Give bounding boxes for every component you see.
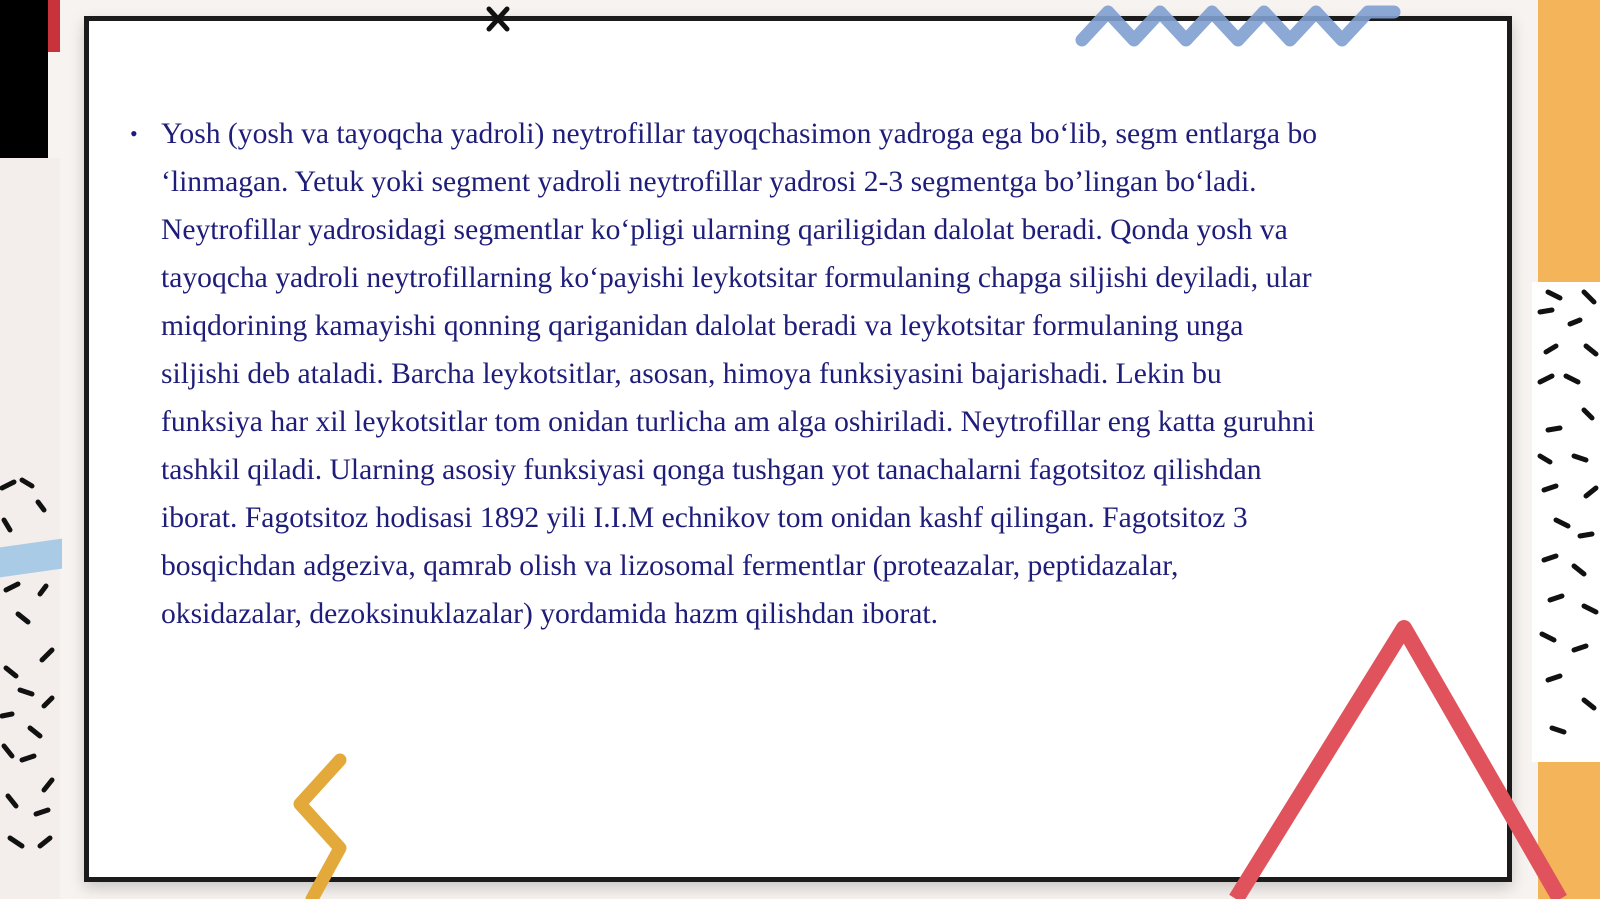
gold-zigzag-decoration [300,760,340,899]
text-body [124,110,1484,638]
x-mark-decoration [489,9,507,29]
bullet-marker: • [130,121,138,146]
bullet-item [124,110,1484,638]
bullet-text: Yosh (yosh va tayoqcha yadroli) neytrofillar tayoqchasimon yadroga ega bo‘lib, segm entlarga bo ‘linmagan. Yetuk yoki segment yadroli neytrofillar yadrosi 2-3 segmentga bo’lingan bo‘ladi. Neytrofillar yadrosidagi segmentlar ko‘pligi ularning qariligidan dalolat beradi. Qonda yosh va tayoqcha yadroli neytrofillarning ko‘payishi leykotsitar formulaning chapga siljishi deyiladi, ular miqdorining kamayishi qonning qariganidan dalolat beradi va leykotsitar formulaning unga siljishi deb ataladi. Barcha leykotsitlar, asosan, himoya funksiyasini bajarishadi. Lekin bu funksiya har xil leykotsitlar tom onidan turlicha am alga oshiriladi. Neytrofillar eng katta guruhni tashkil qiladi. Ularning asosiy funksiyasi qonga tushgan yot tanachalarni fagotsitoz qilishdan iborat. Fagotsitoz hodisasi 1892 yili I.I.M echnikov tom onidan kashf qilingan. Fagotsitoz 3 bosqichdan adgeziva, qamrab olish va lizosomal fermentlar (proteazalar, peptidazalar, oksidazalar, dezoksinuklazalar) yordamida hazm qilishdan iborat. [161,118,1318,630]
red-triangle-decoration [1236,628,1560,899]
blue-zigzag-decoration [1082,12,1394,40]
